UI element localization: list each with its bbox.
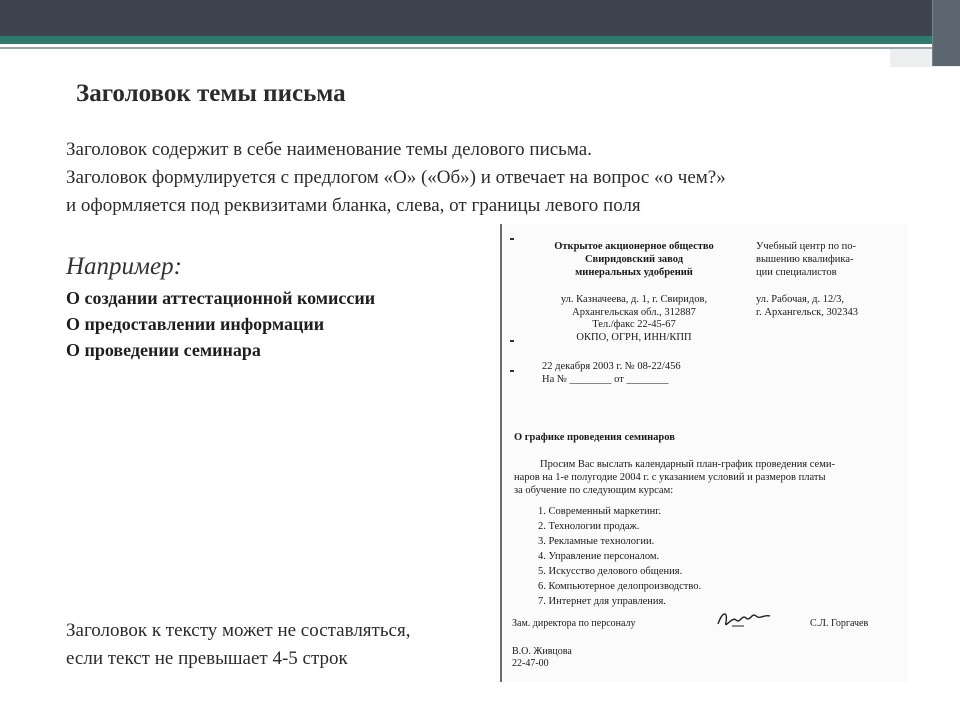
slide-header-bar [0,0,960,36]
footnote-line: если текст не превышает 4-5 строк [66,648,348,669]
header-accent-line [0,36,960,44]
intro-line: Заголовок формулируется с предлогом «О» («Об») и отвечает на вопрос «о чем?» [66,167,726,188]
signature-icon [714,604,774,634]
course-item: 7. Интернет для управления. [538,596,666,607]
slide-title: Заголовок темы письма [76,80,346,107]
letter-subject: О графике проведения семинаров [514,432,675,443]
signer-position: Зам. директора по персоналу [512,618,636,629]
example-item: О создании аттестационной комиссии [66,288,376,308]
letter-course-list [538,504,701,609]
course-item: 3. Рекламные технологии. [538,536,655,547]
course-item: 2. Технологии продаж. [538,521,640,532]
intro-line: и оформляется под реквизитами бланка, слева, от границы левого поля [66,195,641,216]
example-heading: Например: [66,253,182,280]
course-item: 6. Компьютерное делопроизводство. [538,581,702,592]
intro-line: Заголовок содержит в себе наименование темы делового письма. [66,139,592,160]
letter-recipient-address: ул. Рабочая, д. 12/3, г. Архангельск, 302343 [756,294,858,318]
letter-recipient: Учебный центр по по- вышению квалифика- ции специалистов [756,241,856,278]
header-divider [0,47,960,49]
signer-name: С.Л. Горгачев [810,618,869,629]
footnote-line: Заголовок к тексту может не составляться, [66,620,411,641]
sample-letter-image [500,224,908,682]
letter-date: 22 декабря 2003 г. № 08-22/456 На № ________ от ________ [542,361,681,385]
footnote-text [66,617,410,673]
example-list [66,285,375,363]
corner-decoration [932,0,960,66]
example-item: О предоставлении информации [66,314,325,334]
letter-sender: Открытое акционерное общество Свиридовский завод минеральных удобрений [554,241,714,278]
course-item: 5. Искусство делового общения. [538,566,683,577]
letter-sender-address: ул. Казначеева, д. 1, г. Свиридов, Архангельская обл., 312887 Тел./факс 22-45-67 ОКПО, ОГРН, ИНН/КПП [560,294,708,343]
course-item: 4. Управление персоналом. [538,551,660,562]
letter-body: Просим Вас выслать календарный план-график проведения семи- наров на 1-е полугодие 2004 г. с указанием условий и размеров платы за обучение по следующим курсам: [514,459,835,496]
course-item: 1. Современный маркетинг. [538,506,662,517]
intro-text [66,136,726,220]
letter-executor: В.О. Живцова 22-47-00 [512,646,572,669]
example-item: О проведении семинара [66,340,261,360]
